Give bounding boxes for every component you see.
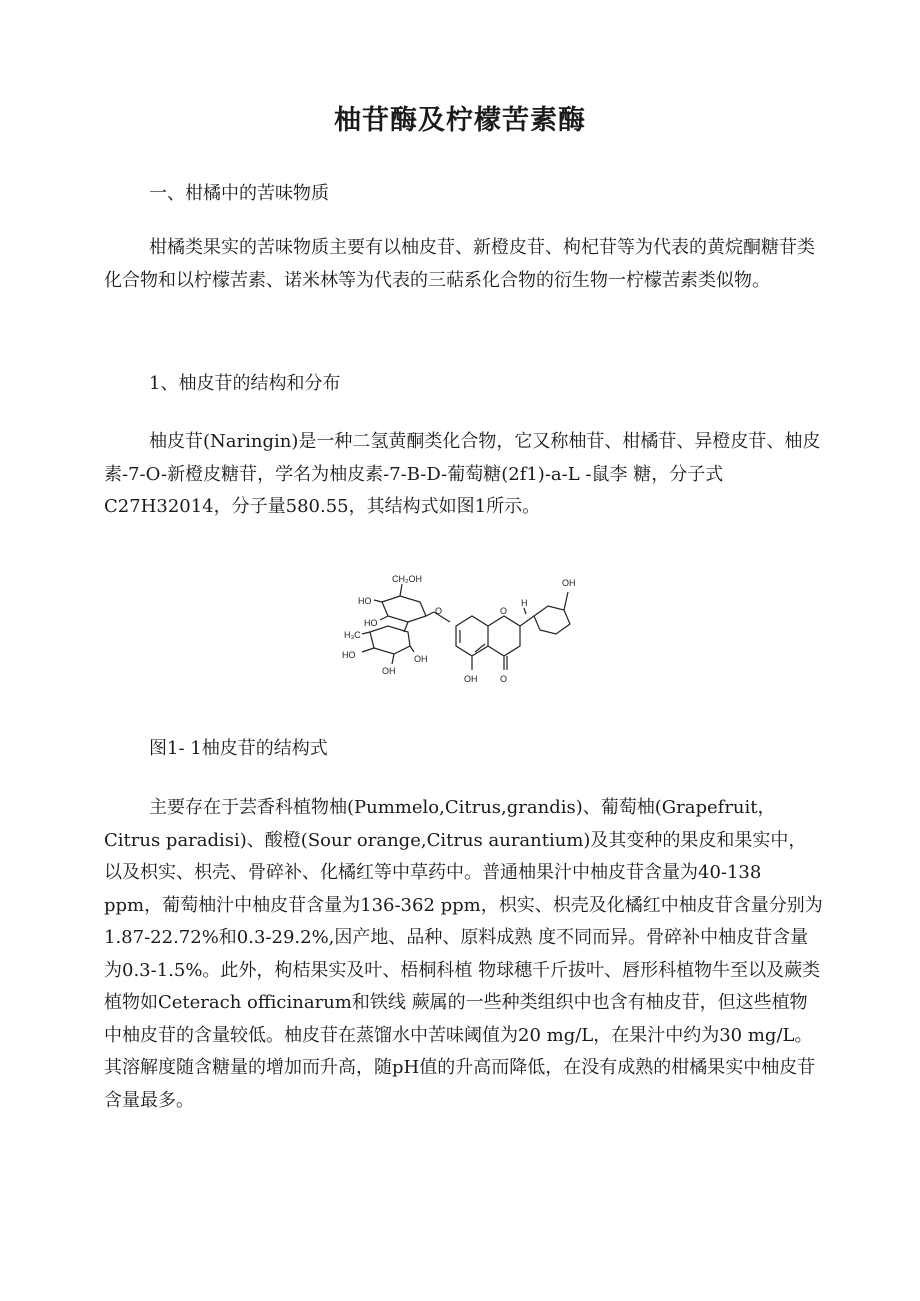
label-h3c: H₃C (344, 630, 361, 640)
label-ho-1: HO (358, 596, 372, 606)
page-title: 柚苷酶及柠檬苦素酶 (334, 105, 586, 136)
label-ho-3: HO (342, 650, 356, 660)
subsection-heading: 1、柚皮苷的结构和分布 (149, 373, 341, 394)
label-oh-4: OH (562, 578, 576, 588)
paragraph-bitter-substances: 柑橘类果实的苦味物质主要有以柚皮苷、新橙皮苷、枸杞苷等为代表的黄烷酮糖苷类化合物和以柠檬苦素、诺米林等为代表的三萜系化合物的衍生物一柠檬苦素类似物。 (104, 237, 815, 291)
label-h: H (521, 598, 528, 608)
label-o-glycoside: O (435, 606, 443, 616)
label-oh-2: OH (414, 654, 428, 664)
label-ch2oh: CH₂OH (392, 574, 422, 584)
label-o-ring: O (500, 606, 508, 616)
paragraph-naringin-distribution: 主要存在于芸香科植物柚(Pummelo,Citrus,grandis)、葡萄柚(Grapefruit，Citrus paradisi)、酸橙(Sour orange,Citrus aurantium)及其变种的果皮和果实中，以及枳实、枳壳、骨碎补、化橘红等中草药中。普通柚果汁中柚皮苷含量为40-138 ppm，葡萄柚汁中柚皮苷含量为136-362 ppm，枳实、枳壳及化橘红中柚皮苷含量分别为1.87-22.72%和0.3-29.2%,因产地、品种、原料成熟 度不同而异。骨碎补中柚皮苷含量为0.3-1.5%。此外，枸桔果实及叶、梧桐科植 物球穗千斤拔叶、唇形科植物牛至以及蕨类植物如Ceterach officinarum和铁线 蕨属的一些种类组织中也含有柚皮苷，但这些植物中柚皮苷的含量较低。柚皮苷在蒸馏水中苦味阈值为20 mg/L，在果汁中约为30 mg/L。其溶解度随含糖量的增加而升高，随pH值的升高而降低，在没有成熟的柑橘果实中柚皮苷含量最多。 (104, 797, 823, 1111)
section-heading: 一、柑橘中的苦味物质 (149, 183, 329, 204)
label-o-keto: O (500, 674, 508, 684)
figure-caption: 图1- 1柚皮苷的结构式 (149, 738, 328, 759)
label-ho-2: HO (364, 618, 378, 628)
label-oh-1: OH (382, 666, 396, 676)
paragraph-naringin-intro: 柚皮苷(Naringin)是一种二氢黄酮类化合物，它又称柚苷、柑橘苷、异橙皮苷、柚皮素-7-O-新橙皮糖苷，学名为柚皮素-7-B-D-葡萄糖(2f1)-a-L -鼠李 糖，分子式C27H32014，分子量580.55，其结构式如图1所示。 (104, 431, 821, 517)
label-oh-3: OH (464, 674, 478, 684)
naringin-structure-figure (330, 570, 590, 700)
structure-diagram (330, 570, 590, 700)
